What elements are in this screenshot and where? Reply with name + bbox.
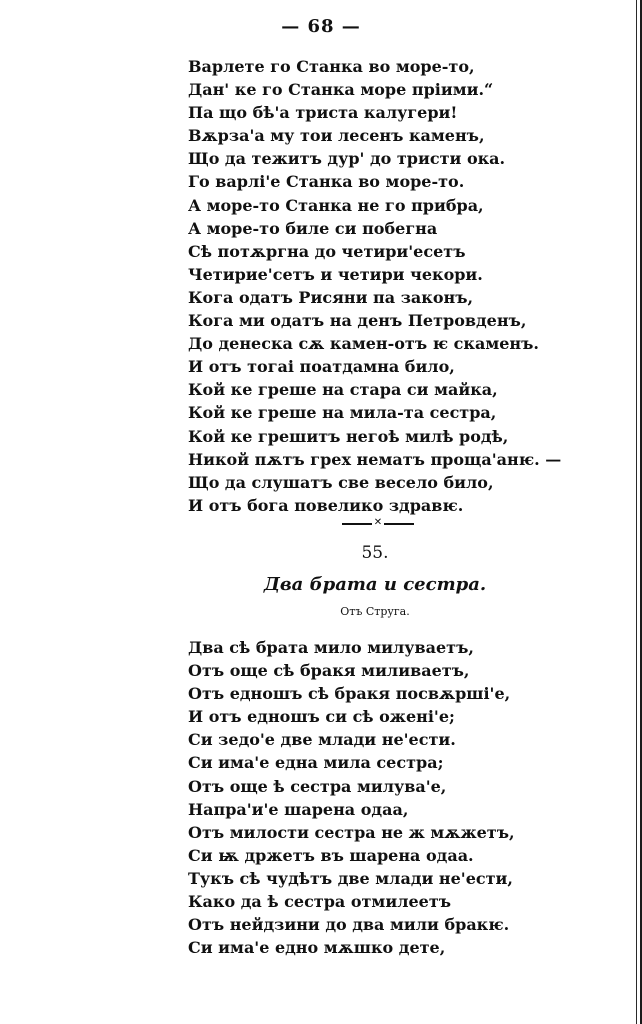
verse-line: А море-то биле си побегна bbox=[188, 218, 438, 238]
verse-line: Си има'е една мила сестра; bbox=[188, 753, 444, 773]
divider-ornament: ✕ bbox=[373, 517, 383, 528]
verse-line: Си зедо'е две млади не'ести. bbox=[188, 730, 456, 750]
section-divider bbox=[342, 517, 414, 529]
page-number: — 68 — bbox=[281, 16, 361, 37]
verse-line: Кой ке грешитъ негоѣ милѣ родѣ, bbox=[188, 426, 509, 446]
verse-line: Отъ още сѣ бракя миливаетъ, bbox=[188, 661, 470, 681]
divider-rule-right bbox=[384, 523, 414, 525]
poem-continued-lines bbox=[188, 55, 561, 517]
verse-line: Що да тежитъ дур' до тристи ока. bbox=[188, 149, 506, 169]
verse-line: Кой ке греше на стара си майка, bbox=[188, 380, 498, 400]
verse-line: Отъ милости сестра не ж мѫжетъ, bbox=[188, 822, 515, 842]
verse-line: Си ѭ држетъ въ шарена одаа. bbox=[188, 845, 474, 865]
verse-line: Дан' ке го Станка море пріими.“ bbox=[188, 80, 494, 100]
verse-line: И отъ едношъ си сѣ ожені'е; bbox=[188, 707, 455, 727]
divider-rule-left bbox=[342, 523, 372, 525]
page-edge-line bbox=[636, 0, 637, 1024]
verse-line: До денеска сѫ камен-отъ ѥ скаменъ. bbox=[188, 334, 539, 354]
poem-number: 55. bbox=[361, 543, 389, 563]
verse-line: Како да ѣ сестра отмилеетъ bbox=[188, 892, 452, 912]
poem-55-lines bbox=[188, 636, 515, 959]
poem-title: Два брата и сестра. bbox=[263, 574, 487, 595]
verse-line: Отъ нейдзини до два мили бракѥ. bbox=[188, 915, 510, 935]
verse-line: Варлете го Станка во море-то, bbox=[188, 57, 475, 76]
verse-line: Го варлі'е Станка во море-то. bbox=[188, 172, 465, 192]
verse-line: Вѫрза'а му тои лесенъ каменъ, bbox=[188, 126, 485, 146]
verse-line: А море-то Станка не го прибра, bbox=[188, 195, 484, 215]
verse-line: Па що бѣ'а триста калугери! bbox=[188, 103, 458, 123]
verse-line: Кога ми одатъ на денъ Петровденъ, bbox=[188, 311, 527, 331]
verse-line: Никой пѫтъ грех нематъ проща'анѥ. — bbox=[188, 449, 562, 469]
verse-line: Напра'и'е шарена одаа, bbox=[188, 799, 409, 819]
poem-origin: Отъ Струга. bbox=[340, 605, 410, 618]
verse-line: Кой ке греше на мила-та сестра, bbox=[188, 403, 497, 423]
verse-line: И отъ тогаі поатдамна било, bbox=[188, 357, 455, 377]
verse-line: Четирие'сетъ и четири чекори. bbox=[188, 264, 483, 284]
verse-line: Тукъ сѣ чудѣтъ две млади не'ести, bbox=[188, 868, 513, 888]
verse-line: Що да слушатъ све весело било, bbox=[188, 472, 494, 492]
verse-line: Сѣ потѫргна до четири'есетъ bbox=[188, 241, 466, 261]
verse-line: Два сѣ брата мило милуваетъ, bbox=[188, 638, 474, 657]
verse-line: Отъ още ѣ сестра милува'е, bbox=[188, 776, 447, 796]
verse-line: Отъ едношъ сѣ бракя посвѫрші'е, bbox=[188, 684, 511, 704]
verse-line: И отъ бога повелико здравѥ. bbox=[188, 495, 464, 515]
verse-line: Кога одатъ Рисяни па законъ, bbox=[188, 287, 474, 307]
verse-line: Си има'е едно мѫшко дете, bbox=[188, 938, 446, 958]
